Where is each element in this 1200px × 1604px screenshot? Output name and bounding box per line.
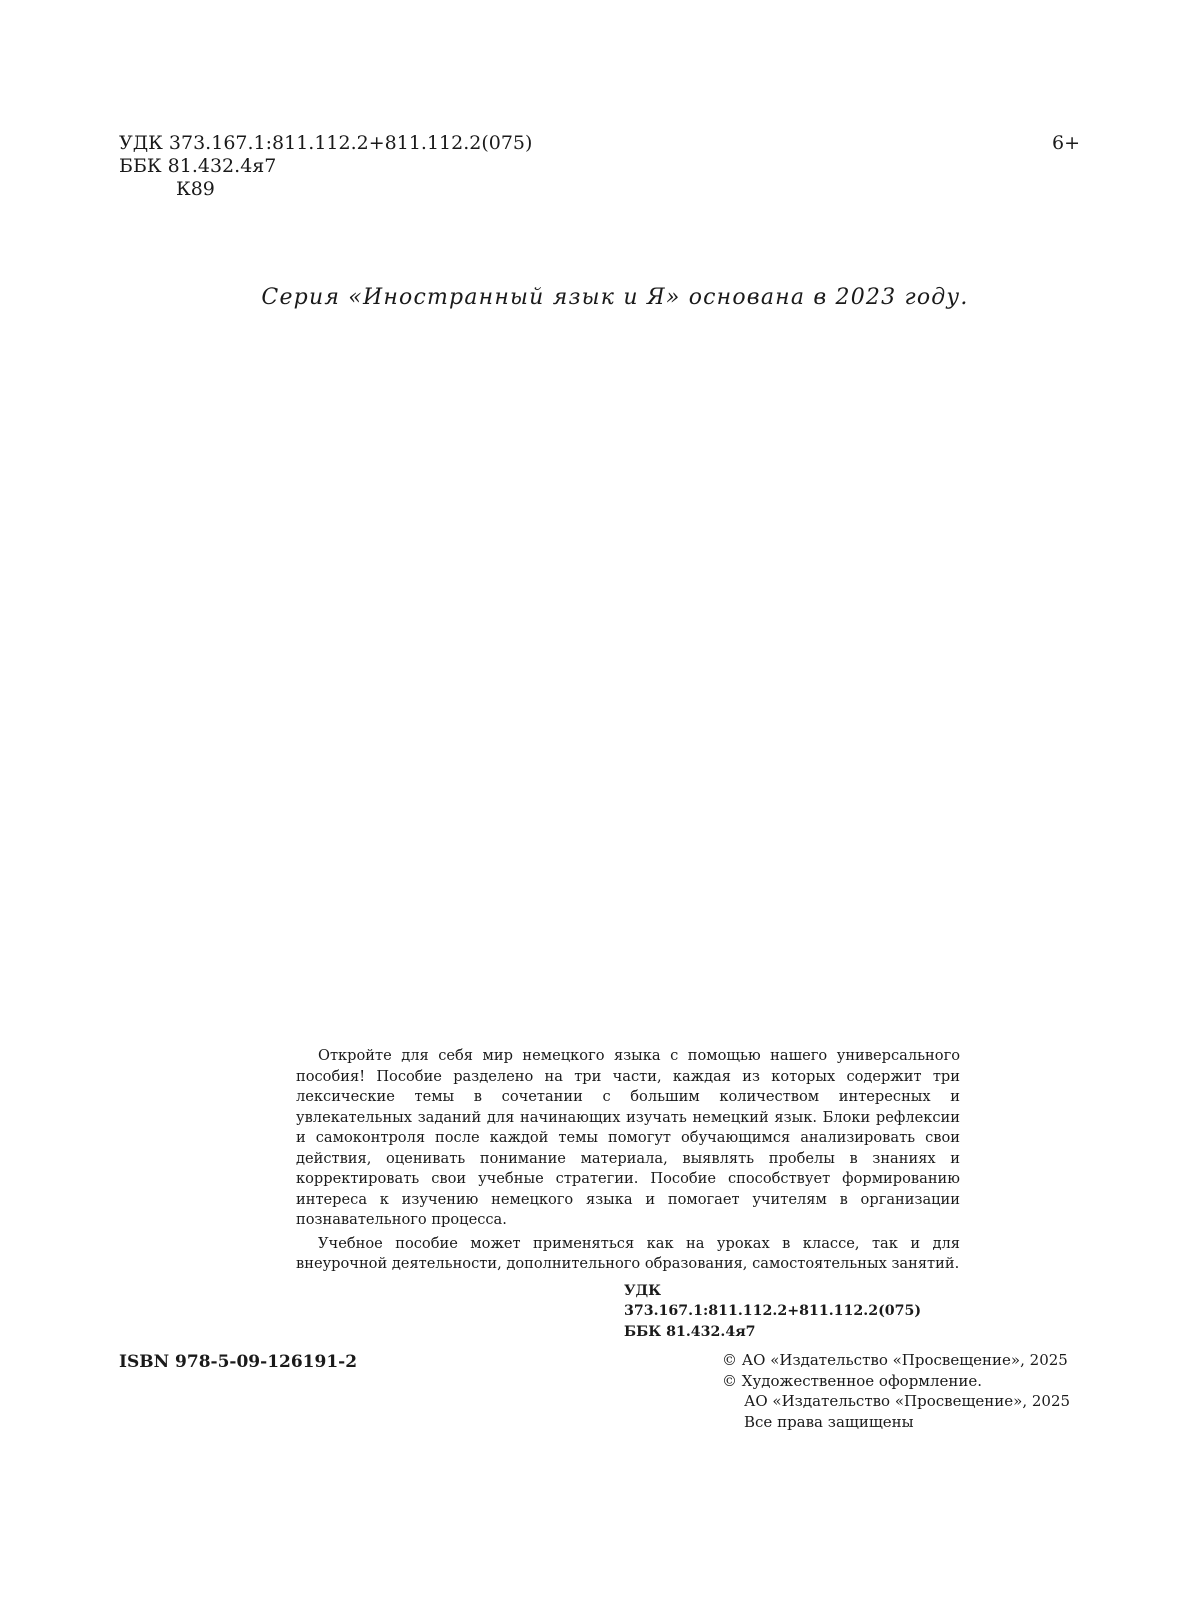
age-rating: 6+ bbox=[1051, 132, 1080, 154]
copyright-block bbox=[722, 1350, 1070, 1432]
copyright-line-3: АО «Издательство «Просвещение», 2025 bbox=[744, 1392, 1071, 1410]
isbn: ISBN 978-5-09-126191-2 bbox=[119, 1352, 358, 1372]
annotation bbox=[296, 1046, 960, 1342]
copyright-line-4: Все права защищены bbox=[744, 1412, 914, 1431]
author-mark: К89 bbox=[176, 178, 215, 200]
annotation-bbk: ББК 81.432.4я7 bbox=[624, 1323, 756, 1340]
bbk-code: ББК 81.432.4я7 bbox=[119, 155, 277, 177]
annotation-index bbox=[296, 1281, 960, 1343]
udk-code: УДК 373.167.1:811.112.2+811.112.2(075) bbox=[119, 132, 533, 154]
series-note-text: Серия «Иностранный язык и Я» основана в 2023 году. bbox=[261, 285, 969, 310]
classification-block bbox=[119, 132, 532, 201]
series-note bbox=[0, 284, 1200, 312]
annotation-paragraph-2: Учебное пособие может применяться как на уроках в классе, так и для внеурочной деятельности, дополнительного образования, самостоятельных занятий. bbox=[296, 1234, 960, 1272]
copyright-line-1: © АО «Издательство «Просвещение», 2025 bbox=[722, 1351, 1068, 1369]
copyright-line-2: © Художественное оформление. bbox=[722, 1371, 983, 1390]
annotation-udk: УДК 373.167.1:811.112.2+811.112.2(075) bbox=[624, 1282, 922, 1319]
annotation-paragraph-1: Откройте для себя мир немецкого языка с помощью нашего универсального пособия! Пособие разделено на три части, каждая из которых содержит три лексические темы в сочетании с большим количеством интересных и увлекательных заданий для начинающих изучать немецкий язык. Блоки рефлексии и самоконтроля после каждой темы помогут обучающимся анализировать свои действия, оценивать понимание материала, выявлять пробелы в знаниях и корректировать свои учебные стратегии. Пособие способствует формированию интереса к изучению немецкого языка и помогает учителям в организации познавательного процесса. bbox=[296, 1047, 960, 1228]
